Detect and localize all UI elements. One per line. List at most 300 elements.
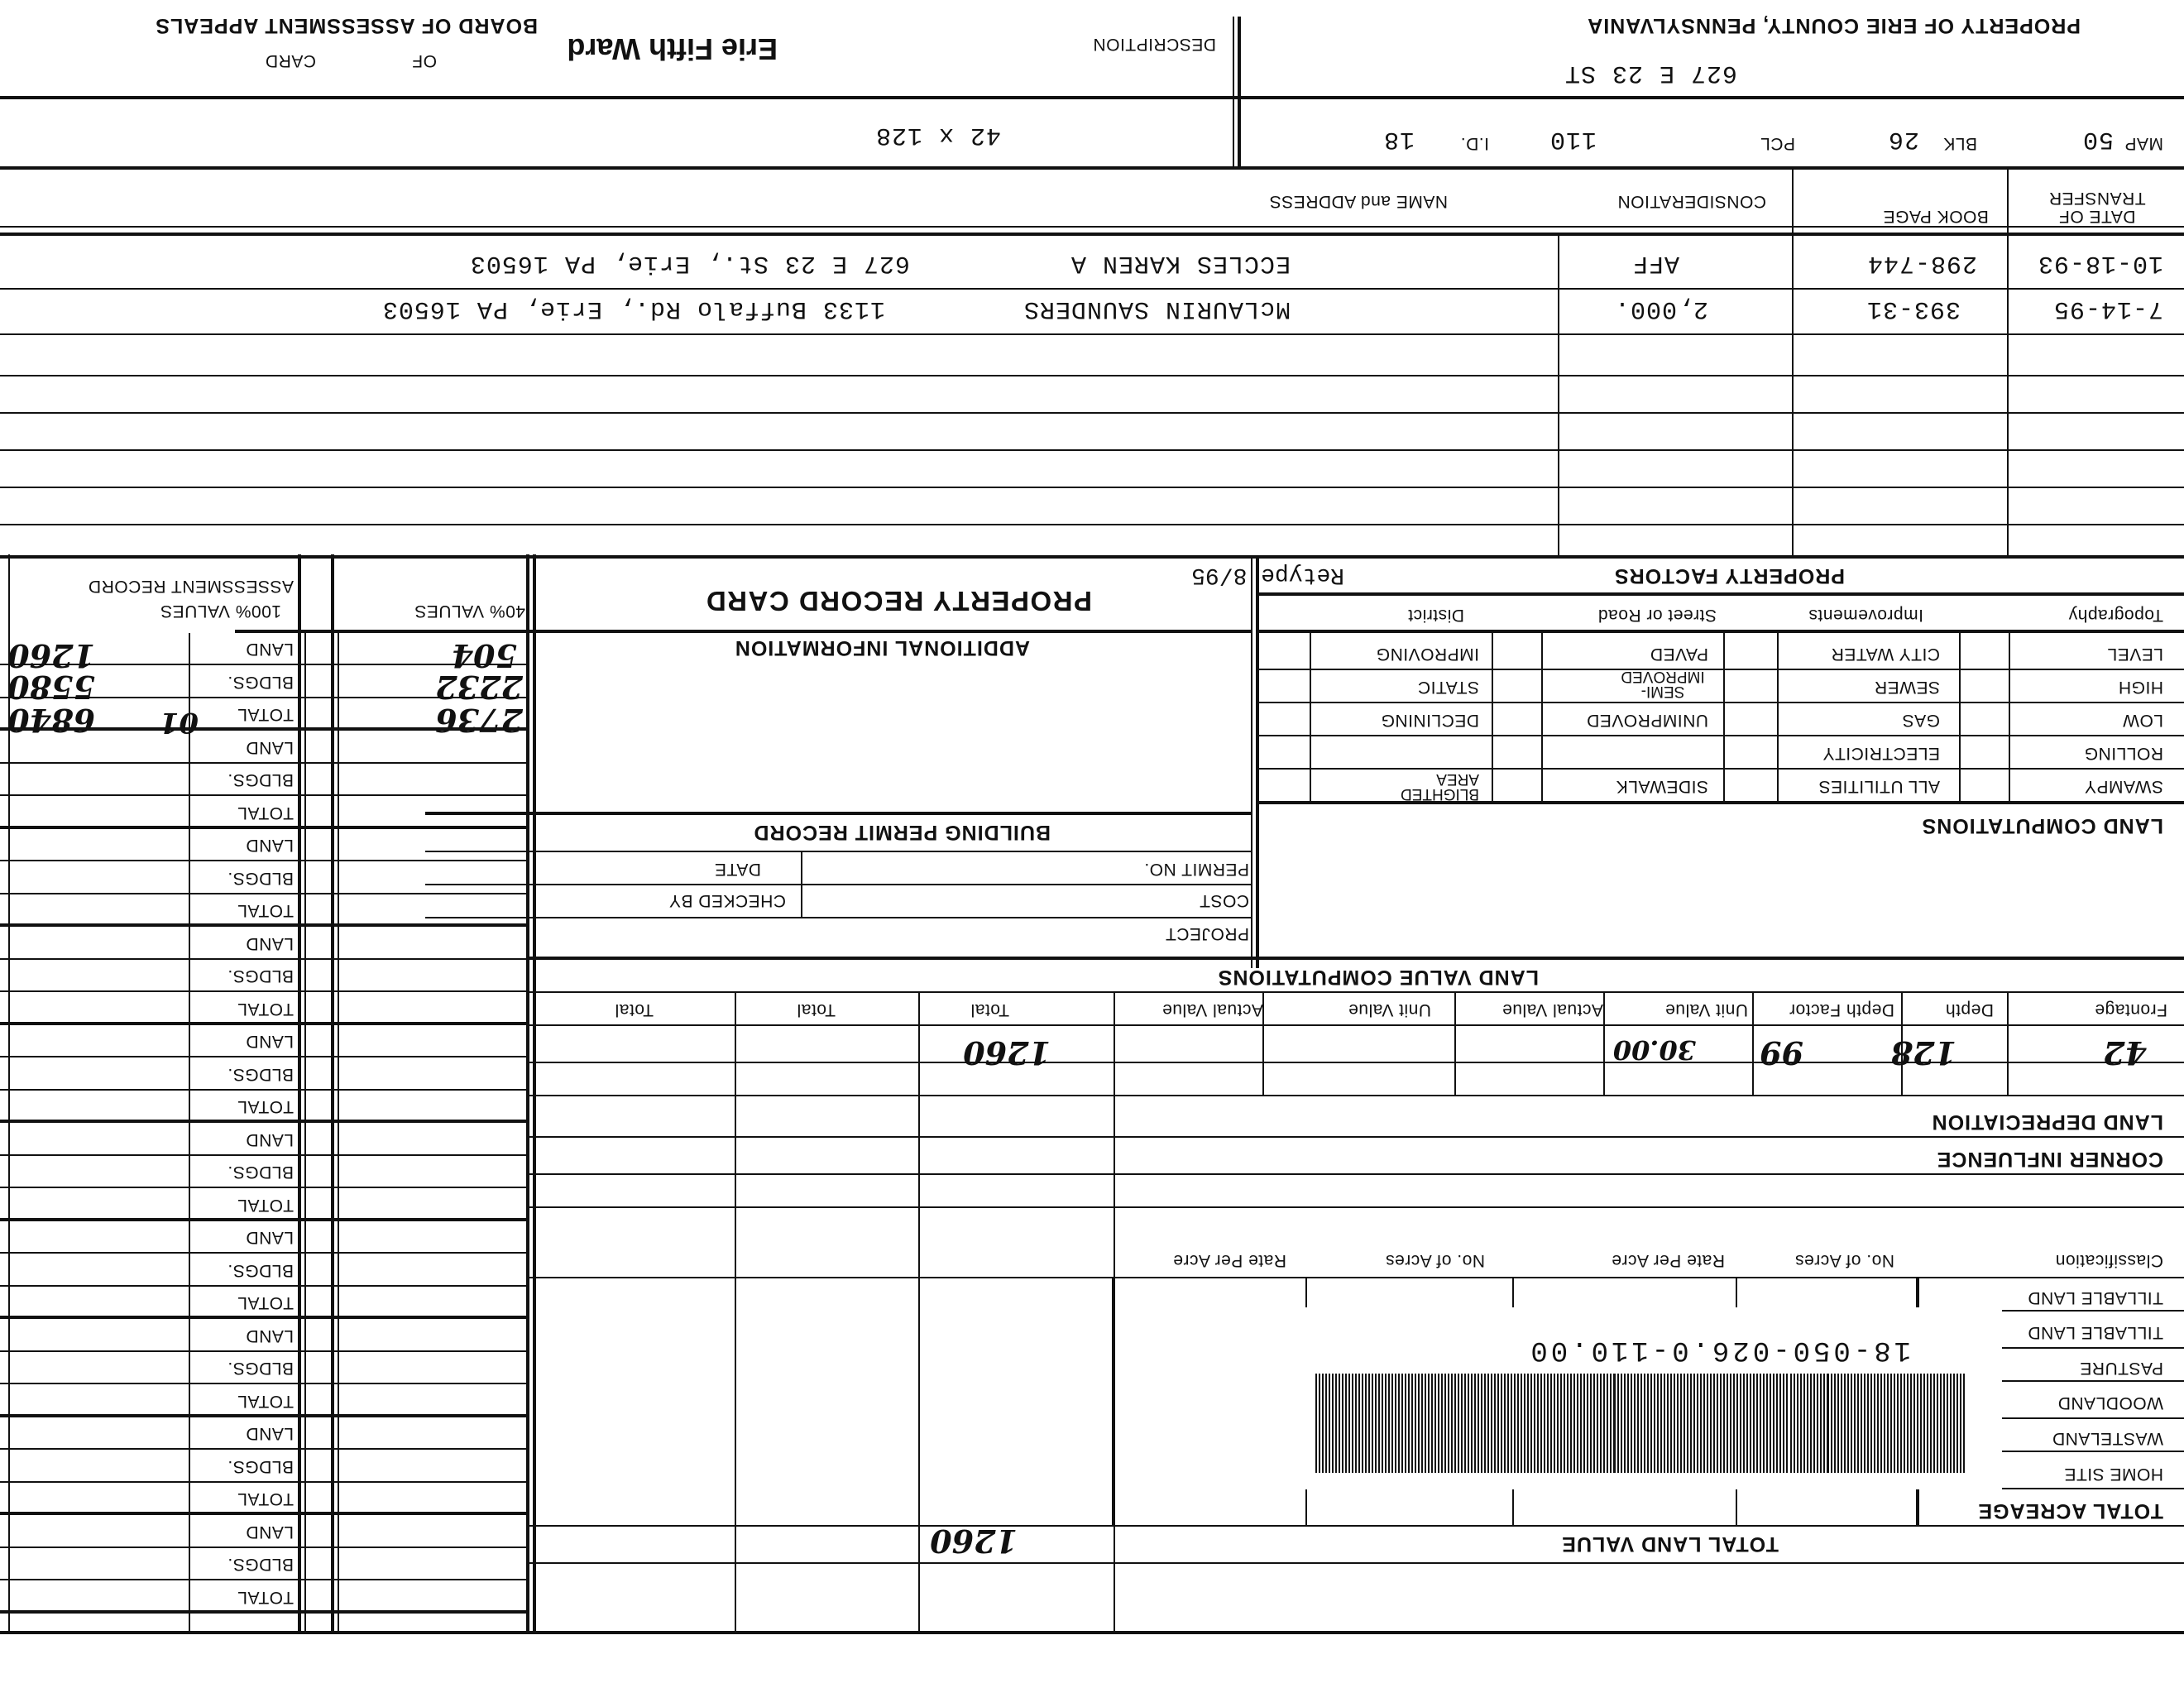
barcode-bar (1870, 1374, 1872, 1473)
barcode-bar (1831, 1374, 1832, 1473)
pf-cell: SIDEWALK (1616, 777, 1708, 796)
rule (0, 762, 529, 764)
lv-header-unit-value-2: Unit Value (1348, 1000, 1431, 1019)
lv-header-depth-factor: Depth Factor (1789, 1000, 1894, 1019)
barcode-bar (1834, 1374, 1836, 1473)
barcode-bar (1647, 1374, 1649, 1473)
rule (425, 851, 1252, 852)
assessment-row-label: LAND (245, 1032, 294, 1052)
rule (0, 1631, 2184, 1634)
barcode-bar (1956, 1374, 1958, 1473)
barcode-bar (1634, 1374, 1636, 1473)
barcode-bar (1923, 1374, 1925, 1473)
barcode-bar (1580, 1374, 1582, 1473)
assessment-total-mark: 01 (159, 706, 199, 739)
lv-header-total: Total (970, 1000, 1009, 1019)
transfer-date-header: DATE OF TRANSFER (2048, 189, 2146, 226)
rule (529, 1206, 2184, 1208)
rule (529, 1562, 2184, 1564)
assessment-row-label: BLDGS. (227, 869, 294, 888)
barcode-bar (1800, 1374, 1802, 1473)
barcode-bar (1444, 1374, 1446, 1473)
lv-header-unit-value: Unit Value (1664, 1000, 1748, 1019)
barcode-bar (1481, 1374, 1482, 1473)
barcode-bar (1451, 1374, 1453, 1473)
transfer-2-name: McLAURIN SAUNDERS (1023, 295, 1291, 323)
barcode-bar (1355, 1374, 1357, 1473)
barcode-bar (1950, 1374, 1952, 1473)
lv-frontage-value: 42 (2103, 1034, 2147, 1072)
assessment-row-label: BLDGS. (227, 1261, 294, 1280)
rule (0, 555, 2184, 559)
transfer-book-header: BOOK PAGE (1883, 207, 1989, 226)
rule (1541, 633, 1543, 804)
additional-information-title: ADDITIONAL INFORMATION (734, 636, 1030, 659)
transfer-1-date: 10-18-93 (2037, 249, 2163, 277)
rule (1454, 993, 1456, 1096)
barcode-bar (1664, 1374, 1665, 1473)
barcode-bar (1497, 1374, 1499, 1473)
barcode-bar (1730, 1374, 1731, 1473)
barcode-bar (1733, 1374, 1735, 1473)
barcode-bar (1458, 1374, 1459, 1473)
rule (0, 288, 2184, 290)
rule (529, 1277, 2184, 1278)
barcode-bar (1583, 1374, 1585, 1473)
rule (425, 917, 1252, 918)
assessment-row-label: LAND (245, 1130, 294, 1149)
rule (425, 884, 1252, 885)
dimensions: 42 x 128 (874, 121, 1001, 149)
ward-stamp: Erie Fifth Ward (567, 32, 778, 66)
pf-cell: IMPROVING (1376, 645, 1479, 664)
barcode-bar (1401, 1374, 1403, 1473)
barcode-bar (1521, 1374, 1522, 1473)
barcode (1307, 1374, 1969, 1473)
permit-checked-by-label: CHECKED BY (668, 891, 786, 910)
tillable-land-2: TILLABLE LAND (2027, 1323, 2163, 1342)
rule (0, 1089, 529, 1091)
rule (526, 554, 529, 1634)
barcode-bar (1917, 1374, 1918, 1473)
pf-cell: CITY WATER (1831, 645, 1940, 664)
rule (801, 852, 802, 918)
lv-total-value: 1260 (963, 1034, 1051, 1072)
assessment-row-label: LAND (245, 1523, 294, 1542)
rule (0, 1513, 529, 1516)
assessment-row-label: TOTAL (237, 1097, 294, 1117)
permit-cost-label: COST (1199, 891, 1249, 910)
barcode-bar (1817, 1374, 1818, 1473)
barcode-bar (1464, 1374, 1466, 1473)
rule (1259, 735, 2184, 736)
barcode-bar (1627, 1374, 1629, 1473)
barcode-bar (1864, 1374, 1866, 1473)
barcode-bar (1322, 1374, 1324, 1473)
rule (0, 226, 2184, 228)
barcode-bar (1570, 1374, 1572, 1473)
barcode-bar (1600, 1374, 1602, 1473)
barcode-bar (1713, 1374, 1715, 1473)
pasture-label: PASTURE (2079, 1359, 2163, 1378)
assessment-row-label: TOTAL (237, 705, 294, 725)
barcode-number: 18-050-026.0-110.00 (1527, 1334, 1911, 1365)
barcode-bar (1877, 1374, 1879, 1473)
barcode-bar (1900, 1374, 1902, 1473)
rule (189, 633, 190, 1634)
barcode-bar (1810, 1374, 1812, 1473)
no-acres-header-2: No. of Acres (1385, 1251, 1485, 1270)
barcode-bar (1703, 1374, 1705, 1473)
barcode-bar (1887, 1374, 1889, 1473)
barcode-bar (1501, 1374, 1502, 1473)
barcode-bar (1927, 1374, 1928, 1473)
barcode-bar (1448, 1374, 1449, 1473)
barcode-bar (1388, 1374, 1390, 1473)
barcode-bar (1587, 1374, 1588, 1473)
blk-label: BLK (1942, 134, 1977, 153)
description-label: DESCRIPTION (1092, 35, 1216, 54)
assessment-row-label: BLDGS. (227, 1359, 294, 1379)
barcode-bar (1854, 1374, 1856, 1473)
rule (0, 449, 2184, 451)
lv-header-actual-value: Actual Value (1502, 1000, 1603, 1019)
rule (1558, 236, 1559, 559)
lv-header-total-3: Total (615, 1000, 654, 1019)
barcode-bar (1841, 1374, 1842, 1473)
rule (0, 487, 2184, 488)
barcode-bar (1345, 1374, 1347, 1473)
barcode-bar (1398, 1374, 1400, 1473)
barcode-bar (1773, 1374, 1774, 1473)
lv-depth-factor-value: 99 (1760, 1034, 1803, 1072)
rule (529, 1525, 2184, 1527)
pf-cell: LEVEL (2107, 645, 2163, 664)
barcode-bar (1560, 1374, 1562, 1473)
rule (0, 861, 529, 862)
rule (0, 1253, 529, 1254)
lv-header-depth: Depth (1945, 1000, 1994, 1019)
transfer-consideration-header: CONSIDERATION (1617, 192, 1766, 211)
rule (1251, 559, 1252, 968)
barcode-bar (1537, 1374, 1539, 1473)
barcode-bar (1693, 1374, 1695, 1473)
rule (235, 630, 1252, 633)
barcode-bar (1727, 1374, 1728, 1473)
barcode-bar (1471, 1374, 1473, 1473)
barcode-bar (1674, 1374, 1675, 1473)
barcode-bar (1823, 1374, 1825, 1473)
rule (1259, 592, 2184, 596)
barcode-bar (1700, 1374, 1702, 1473)
rule (0, 1316, 529, 1320)
barcode-bar (1557, 1374, 1559, 1473)
barcode-bar (1362, 1374, 1363, 1473)
assessment-row-label: TOTAL (237, 1196, 294, 1215)
barcode-bar (1358, 1374, 1360, 1473)
barcode-bar (1507, 1374, 1509, 1473)
barcode-bar (1607, 1374, 1608, 1473)
rule (0, 96, 2184, 99)
barcode-bar (1844, 1374, 1846, 1473)
barcode-bar (1375, 1374, 1377, 1473)
assessment-land-100: 1260 (7, 637, 95, 674)
assessment-row-label: TOTAL (237, 1293, 294, 1313)
building-permit-title: BUILDING PERMIT RECORD (753, 821, 1051, 844)
barcode-bar (1723, 1374, 1725, 1473)
barcode-bar (1783, 1374, 1784, 1473)
rule (0, 375, 2184, 376)
map-value: 50 (2081, 125, 2114, 153)
land-value-computations-title: LAND VALUE COMPUTATIONS (1217, 966, 1539, 989)
barcode-bar (1527, 1374, 1529, 1473)
barcode-bar (1736, 1374, 1738, 1473)
barcode-bar (1524, 1374, 1525, 1473)
permit-project-label: PROJECT (1165, 924, 1249, 943)
assessment-row-label: BLDGS. (227, 673, 294, 692)
barcode-bar (1851, 1374, 1852, 1473)
barcode-bar (1564, 1374, 1565, 1473)
barcode-bar (1335, 1374, 1337, 1473)
barcode-bar (1567, 1374, 1569, 1473)
rule (0, 893, 529, 894)
barcode-bar (1372, 1374, 1373, 1473)
barcode-bar (1894, 1374, 1895, 1473)
rule (1256, 559, 1259, 968)
assessment-row-label: LAND (245, 934, 294, 953)
pf-cell: HIGH (2118, 678, 2163, 697)
pf-district-header: District (1407, 606, 1464, 625)
rule (2007, 993, 2009, 1096)
rule (1262, 993, 1264, 1096)
rule (0, 1057, 529, 1058)
barcode-bar (1438, 1374, 1439, 1473)
pcl-value: 110 (1549, 125, 1597, 153)
pf-topography-header: Topography (2068, 606, 2163, 625)
rule (0, 1449, 529, 1451)
barcode-bar (1667, 1374, 1669, 1473)
board-header: BOARD OF ASSESSMENT APPEALS (155, 14, 538, 37)
barcode-bar (1897, 1374, 1899, 1473)
rule (1259, 630, 2184, 633)
barcode-bar (1650, 1374, 1652, 1473)
assessment-row-label: LAND (245, 1326, 294, 1345)
barcode-bar (1660, 1374, 1662, 1473)
corner-influence-label: CORNER INFLUENCE (1936, 1148, 2163, 1171)
barcode-bar (1687, 1374, 1688, 1473)
barcode-bar (1920, 1374, 1922, 1473)
barcode-bar (1779, 1374, 1781, 1473)
rule (2002, 1451, 2184, 1452)
barcode-bar (1910, 1374, 1912, 1473)
rule (1603, 993, 1605, 1096)
pf-street-header: Street or Road (1597, 606, 1717, 625)
assessment-row-label: LAND (245, 1228, 294, 1248)
rule (0, 1022, 529, 1025)
rule (2009, 633, 2010, 804)
rule (0, 1120, 529, 1124)
transfer-1-address: 627 E 23 St., Erie, PA 16503 (469, 249, 910, 277)
land-depreciation-label: LAND DEPRECIATION (1931, 1110, 2163, 1134)
rule (2002, 1417, 2184, 1419)
barcode-bar (1890, 1374, 1892, 1473)
barcode-bar (1425, 1374, 1426, 1473)
rule (1752, 993, 1754, 1096)
assessment-row-label: TOTAL (237, 1000, 294, 1019)
rule (1777, 633, 1779, 804)
barcode-bar (1540, 1374, 1542, 1473)
rule (1112, 1278, 1115, 1527)
rule (0, 958, 529, 960)
barcode-bar (1325, 1374, 1327, 1473)
pf-cell: PAVED (1650, 645, 1708, 664)
barcode-bar (1411, 1374, 1413, 1473)
barcode-bar (1797, 1374, 1798, 1473)
assessment-row-label: TOTAL (237, 1489, 294, 1509)
transfer-2-address: 1133 Buffalo Rd., Erie, PA 16503 (381, 295, 885, 323)
barcode-bar (1514, 1374, 1516, 1473)
barcode-bar (1534, 1374, 1535, 1473)
rule (0, 1547, 529, 1548)
pf-cell: LOW (2122, 711, 2163, 730)
id-value: 18 (1382, 125, 1415, 153)
barcode-bar (1511, 1374, 1512, 1473)
rule (0, 166, 2184, 170)
barcode-bar (1332, 1374, 1334, 1473)
barcode-bar (1874, 1374, 1875, 1473)
assessment-total-40: 2736 (435, 702, 523, 739)
barcode-bar (1837, 1374, 1839, 1473)
pf-cell: SEWER (1874, 678, 1940, 697)
total-land-value-amount: 1260 (930, 1523, 1018, 1560)
barcode-bar (1382, 1374, 1383, 1473)
assessment-row-label: BLDGS. (227, 1457, 294, 1476)
rate-per-acre-header: Rate Per Acre (1611, 1251, 1725, 1270)
barcode-bar (1368, 1374, 1370, 1473)
barcode-bar (1763, 1374, 1765, 1473)
rule (1259, 801, 2184, 804)
rule (331, 554, 334, 1634)
rule (735, 993, 736, 1634)
barcode-bar (1603, 1374, 1605, 1473)
rule (529, 1024, 2184, 1026)
barcode-bar (1610, 1374, 1612, 1473)
lv-depth-value: 128 (1890, 1034, 1956, 1072)
barcode-bar (1474, 1374, 1476, 1473)
barcode-bar (1504, 1374, 1506, 1473)
assessment-row-label: LAND (245, 640, 294, 659)
assessment-row-label: BLDGS. (227, 966, 294, 986)
barcode-bar (1468, 1374, 1469, 1473)
barcode-bar (1640, 1374, 1642, 1473)
barcode-bar (1590, 1374, 1592, 1473)
barcode-bar (1913, 1374, 1915, 1473)
barcode-bar (1494, 1374, 1496, 1473)
assessment-row-label: LAND (245, 1424, 294, 1444)
transfer-name-header: NAME and ADDRESS (1269, 192, 1448, 211)
pf-cell: DECLINING (1381, 711, 1479, 730)
retype-note: Retype 8/95 (1191, 562, 1344, 587)
barcode-label (1142, 1307, 1969, 1489)
assessment-40-header: 40% VALUES (414, 602, 525, 621)
rule (0, 1580, 529, 1581)
assessment-row-label: TOTAL (237, 901, 294, 921)
barcode-bar (1454, 1374, 1456, 1473)
woodland-label: WOODLAND (2057, 1393, 2163, 1412)
id-label: I.D. (1460, 134, 1489, 153)
barcode-bar (1707, 1374, 1708, 1473)
barcode-bar (1813, 1374, 1815, 1473)
assessment-row-label: LAND (245, 836, 294, 856)
rule (0, 795, 529, 797)
rule (0, 333, 2184, 335)
rule (304, 633, 306, 1634)
barcode-bar (1880, 1374, 1882, 1473)
transfer-2-date: 7-14-95 (2052, 295, 2163, 323)
pf-improvements-header: Improvements (1808, 606, 1923, 625)
barcode-bar (1827, 1374, 1829, 1473)
rule (0, 1610, 529, 1614)
barcode-bar (1937, 1374, 1938, 1473)
barcode-bar (1484, 1374, 1486, 1473)
pf-cell: ELECTRICITY (1822, 744, 1940, 763)
barcode-bar (1577, 1374, 1578, 1473)
barcode-bar (1750, 1374, 1751, 1473)
rule (0, 233, 2184, 236)
barcode-bar (1933, 1374, 1935, 1473)
description-value: 627 E 23 ST (1564, 59, 1737, 87)
pf-cell: SWAMPY (2084, 777, 2163, 796)
barcode-bar (1597, 1374, 1598, 1473)
lv-header-total-2: Total (797, 1000, 836, 1019)
barcode-bar (1517, 1374, 1519, 1473)
rule (0, 1481, 529, 1483)
transfer-1-name: ECCLES KAREN A (1070, 249, 1291, 277)
barcode-bar (1644, 1374, 1645, 1473)
barcode-bar (1624, 1374, 1626, 1473)
barcode-bar (1613, 1374, 1616, 1473)
barcode-bar (1434, 1374, 1436, 1473)
assessment-row-label: TOTAL (237, 1588, 294, 1607)
pf-cell: ALL UTILITIES (1818, 777, 1940, 796)
rule (2007, 170, 2009, 559)
barcode-bar (1339, 1374, 1340, 1473)
barcode-bar (1617, 1374, 1619, 1473)
barcode-bar (1697, 1374, 1698, 1473)
barcode-bar (1953, 1374, 1955, 1473)
rule (0, 1218, 529, 1221)
barcode-bar (1746, 1374, 1748, 1473)
barcode-bar (1461, 1374, 1463, 1473)
rule (529, 1095, 2184, 1096)
barcode-bar (1690, 1374, 1692, 1473)
rule (0, 991, 529, 993)
barcode-bar (1395, 1374, 1396, 1473)
barcode-bar (1867, 1374, 1869, 1473)
rule (529, 991, 2184, 993)
barcode-bar (1385, 1374, 1387, 1473)
lv-header-frontage: Frontage (2094, 1000, 2167, 1019)
pf-cell: ROLLING (2084, 744, 2163, 763)
rule (1238, 17, 1241, 170)
rule (1233, 17, 1234, 170)
rule (2002, 1380, 2184, 1382)
barcode-bar (1418, 1374, 1420, 1473)
rule (0, 524, 2184, 525)
transfer-2-consideration: 2,000. (1613, 295, 1708, 323)
total-acreage-label: TOTAL ACREAGE (1977, 1499, 2163, 1523)
rule (0, 826, 529, 829)
